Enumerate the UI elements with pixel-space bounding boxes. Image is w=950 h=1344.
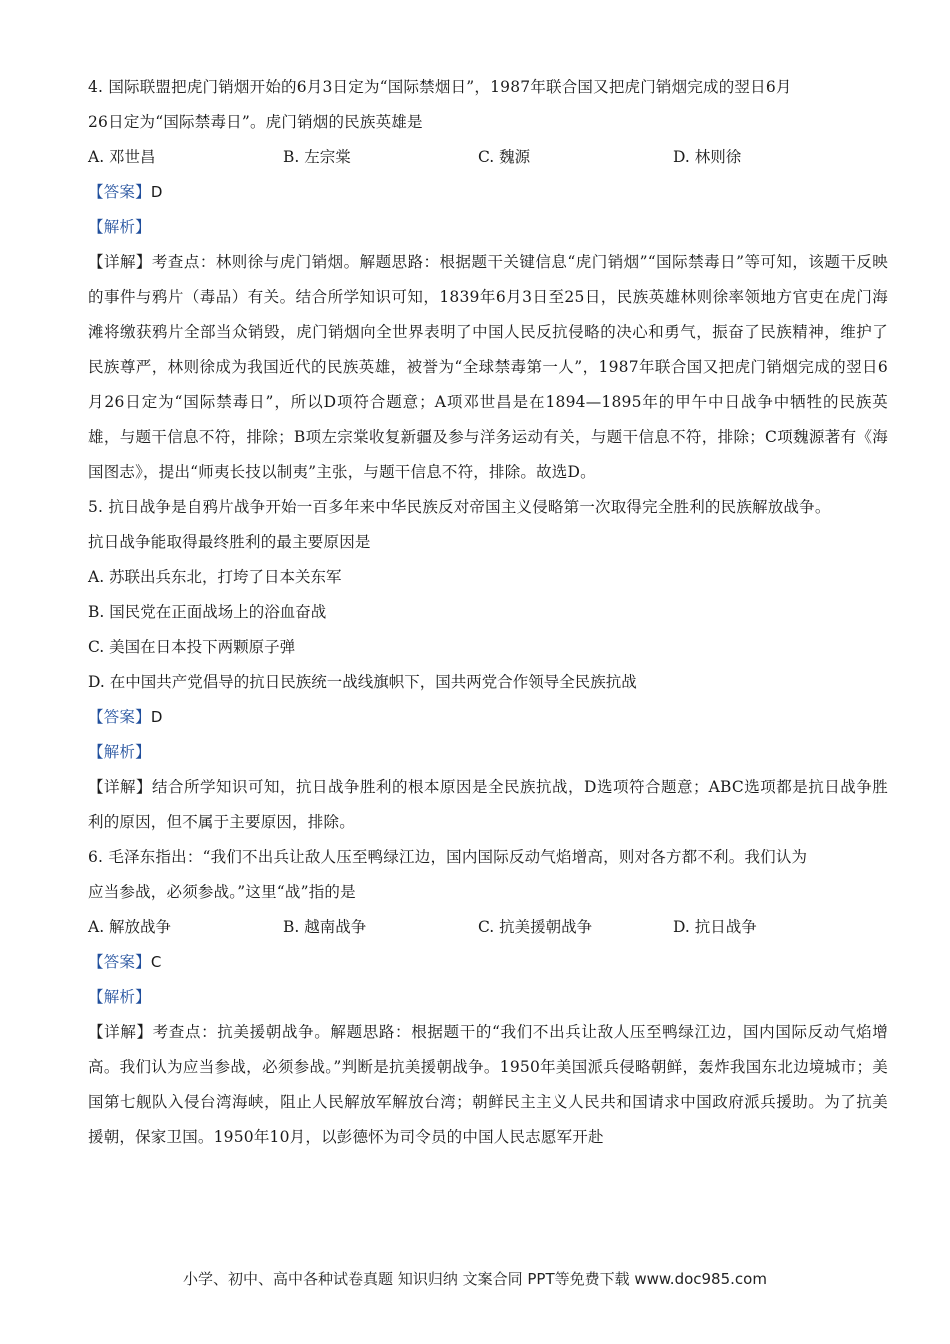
detail-label: 【详解】: [88, 1023, 153, 1041]
answer-value: D: [150, 708, 163, 726]
question-5-stem-line-1: 5. 抗日战争是自鸦片战争开始一百多年来中华民族反对帝国主义侵略第一次取得完全胜利的民族解放战争。: [88, 498, 831, 516]
option-a: A. 解放战争: [88, 918, 172, 936]
answer-label: 【答案】: [88, 708, 151, 726]
option-d: D. 抗日战争: [673, 918, 757, 936]
question-4-answer: [88, 175, 888, 210]
question-4-detail: [88, 245, 888, 490]
question-6: [88, 840, 888, 1155]
question-5: [88, 490, 888, 840]
question-5-answer: [88, 700, 888, 735]
question-6-stem-line-2: 应当参战，必须参战。”这里“战”指的是: [88, 883, 356, 901]
question-6-options: [88, 910, 888, 945]
option-b: B. 越南战争: [283, 918, 367, 936]
page-content: [88, 70, 888, 1155]
question-5-stem-line-2: 抗日战争能取得最终胜利的最主要原因是: [88, 533, 371, 551]
option-b: B. 国民党在正面战场上的浴血奋战: [88, 603, 327, 621]
answer-value: C: [150, 953, 162, 971]
question-4-options: [88, 140, 888, 175]
question-4-analysis: [88, 210, 888, 245]
question-5-detail: [88, 770, 888, 840]
option-b: B. 左宗棠: [283, 148, 351, 166]
detail-label: 【详解】: [88, 778, 153, 796]
question-6-analysis: [88, 980, 888, 1015]
question-4: [88, 70, 888, 490]
question-4-stem-line-1: 4. 国际联盟把虎门销烟开始的6月3日定为“国际禁烟日”，1987年联合国又把虎门销烟完成的翌日6月: [88, 78, 792, 96]
question-4-stem-line-2: 26日定为“国际禁毒日”。虎门销烟的民族英雄是: [88, 113, 423, 131]
page-footer: 小学、初中、高中各种试卷真题 知识归纳 文案合同 PPT等免费下载 www.doc985.com: [183, 1270, 767, 1288]
analysis-label: 【解析】: [88, 988, 151, 1006]
detail-text: 考查点：抗美援朝战争。解题思路：根据题干的“我们不出兵让敌人压至鸭绿江边，国内国际反动气焰增高。我们认为应当参战，必须参战。”判断是抗美援朝战争。1950年美国派兵侵略朝鲜，轰炸我国东北边境城市；美国第七舰队入侵台湾海峡，阻止人民解放军解放台湾；朝鲜民主主义人民共和国请求中国政府派兵援助。为了抗美援朝，保家卫国。1950年10月，以彭德怀为司令员的中国人民志愿军开赴: [88, 1023, 888, 1146]
question-6-answer: [88, 945, 888, 980]
option-d: D. 林则徐: [673, 148, 742, 166]
detail-text: 结合所学知识可知，抗日战争胜利的根本原因是全民族抗战，D选项符合题意；ABC选项都是抗日战争胜利的原因，但不属于主要原因，排除。: [88, 778, 889, 831]
detail-text: 考查点：林则徐与虎门销烟。解题思路：根据题干关键信息“虎门销烟”“国际禁毒日”等可知，该题干反映的事件与鸦片（毒品）有关。结合所学知识可知，1839年6月3日至25日，民族英雄林则徐率领地方官吏在虎门海滩将缴获鸦片全部当众销毁，虎门销烟向全世界表明了中国人民反抗侵略的决心和勇气，振奋了民族精神，维护了民族尊严，林则徐成为我国近代的民族英雄，被誉为“全球禁毒第一人”，1987年联合国又把虎门销烟完成的翌日6月26日定为“国际禁毒日”，所以D项符合题意；A项邓世昌是在1894—1895年的甲午中日战争中牺牲的民族英雄，与题干信息不符，排除；B项左宗棠收复新疆及参与洋务运动有关，与题干信息不符，排除；C项魏源著有《海国图志》，提出“师夷长技以制夷”主张，与题干信息不符，排除。故选D。: [88, 253, 888, 481]
detail-label: 【详解】: [88, 253, 152, 271]
answer-value: D: [150, 183, 163, 201]
analysis-label: 【解析】: [88, 218, 151, 236]
option-c: C. 抗美援朝战争: [478, 918, 593, 936]
answer-label: 【答案】: [88, 183, 151, 201]
option-c: C. 美国在日本投下两颗原子弹: [88, 638, 296, 656]
option-a: A. 邓世昌: [88, 148, 156, 166]
answer-label: 【答案】: [88, 953, 151, 971]
question-6-detail: [88, 1015, 888, 1155]
question-5-analysis: [88, 735, 888, 770]
option-c: C. 魏源: [478, 148, 531, 166]
question-6-stem-line-1: 6. 毛泽东指出：“我们不出兵让敌人压至鸭绿江边，国内国际反动气焰增高，则对各方都不利。我们认为: [88, 848, 808, 866]
option-d: D. 在中国共产党倡导的抗日民族统一战线旗帜下，国共两党合作领导全民族抗战: [88, 673, 637, 691]
analysis-label: 【解析】: [88, 743, 151, 761]
option-a: A. 苏联出兵东北，打垮了日本关东军: [88, 568, 342, 586]
